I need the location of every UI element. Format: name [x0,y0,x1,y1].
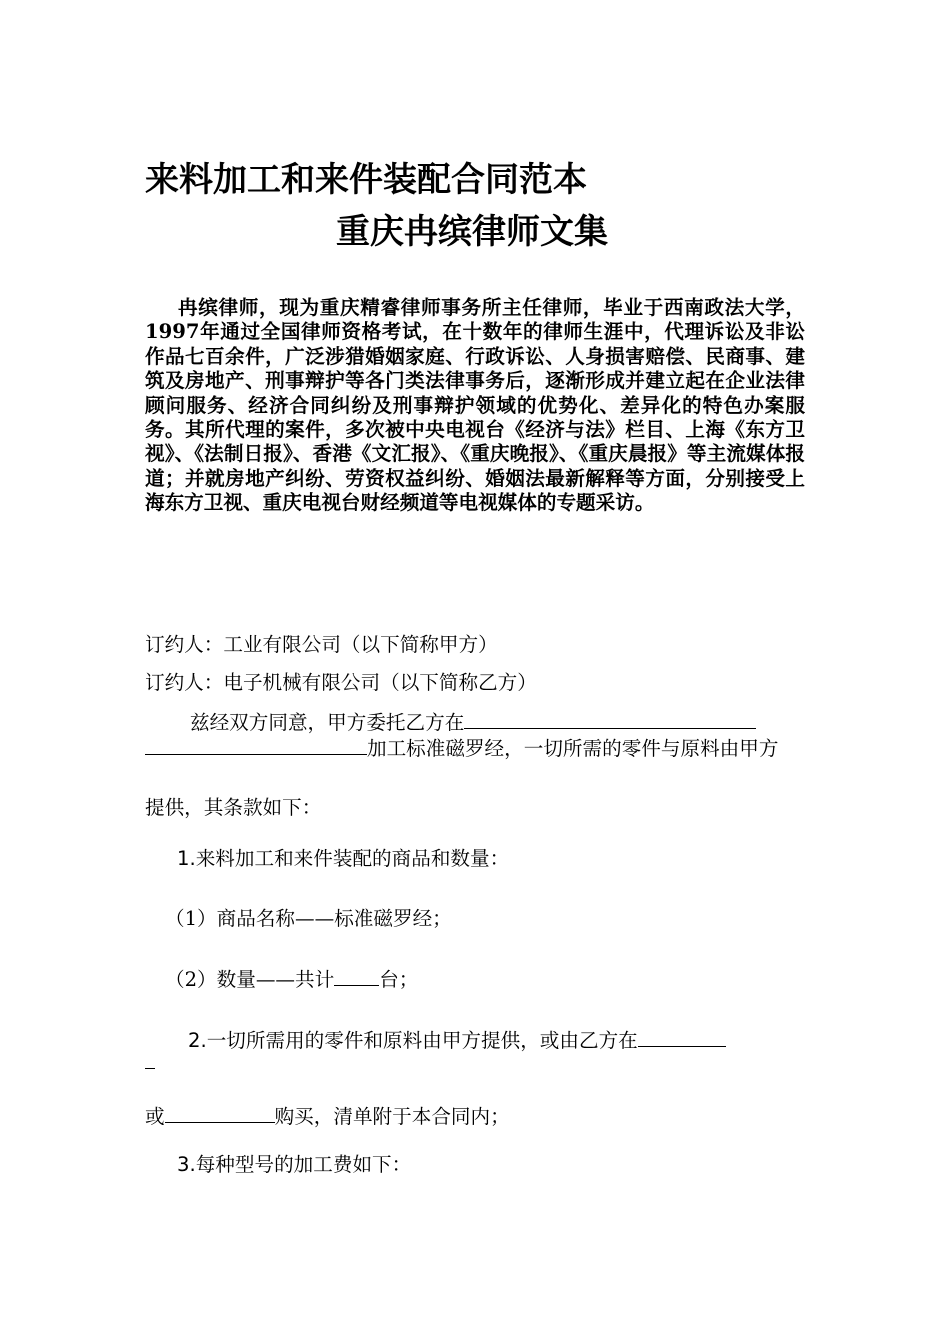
clause-2-text: 一切所需用的零件和原料由甲方提供，或由乙方在 [206,1029,638,1052]
agreement-text-2: 加工标准磁罗经，一切所需的零件与原料由甲方 [367,737,779,760]
clause-2-number: 2. [188,1029,207,1052]
item-1-text: 商品名称——标准磁罗经； [216,907,452,930]
agreement-text-1: 兹经双方同意，甲方委托乙方在 [190,711,465,734]
blank-quantity [334,967,379,986]
clause-2-or: 或 [145,1105,165,1128]
party-a-line: 订约人：工业有限公司（以下简称甲方） [145,633,498,656]
clause-1-number: 1. [177,847,196,870]
clause-2-end: 购买，清单附于本合同内； [274,1105,510,1128]
agreement-line-3: 提供，其条款如下： [145,796,322,819]
document-title: 来料加工和来件装配合同范本 [145,160,587,200]
party-b-line: 订约人：电子机械有限公司（以下简称乙方） [145,671,537,694]
clause-3-text: 每种型号的加工费如下： [195,1153,412,1176]
item-2 [165,963,418,992]
clause-2-line-2 [145,1100,510,1129]
lawyer-bio-paragraph: 冉缤律师，现为重庆精睿律师事务所主任律师，毕业于西南政法大学，1997年通过全国律师资格考试，在十数年的律师生涯中，代理诉讼及非讼作品七百余件，广泛涉猎婚姻家庭、行政诉讼、人身损害赔偿、民商事、建筑及房地产、刑事辩护等各门类法律事务后，逐渐形成并建立起在企业法律顾问服务、经济合同纠纷及刑事辩护领域的优势化、差异化的特色办案服务。其所代理的案件，多次被中央电视台《经济与法》栏目、上海《东方卫视》、《法制日报》、香港《文汇报》、《重庆晚报》、《重庆晨报》等主流媒体报道；并就房地产纠纷、劳资权益纠纷、婚姻法最新解释等方面，分别接受上海东方卫视、重庆电视台财经频道等电视媒体的专题采访。 [145,296,805,515]
clause-1-text: 来料加工和来件装配的商品和数量： [195,847,510,870]
agreement-line-1 [190,706,756,735]
item-2-text: 数量——共计 [216,968,335,991]
blank-supplier-1-wrap [145,1050,155,1069]
clause-1 [177,842,509,871]
blank-supplier-1 [638,1028,726,1047]
document-subtitle: 重庆冉缤律师文集 [336,212,608,252]
clause-2-wrap [145,1050,155,1074]
item-2-number: （2） [165,968,217,991]
item-2-end: 台； [379,968,419,991]
item-1 [165,902,452,931]
blank-supplier-2 [165,1104,275,1123]
clause-3-number: 3. [177,1153,196,1176]
clause-2 [188,1024,726,1053]
item-1-number: （1） [165,907,217,930]
clause-3 [177,1148,411,1177]
blank-location-1 [464,710,756,729]
blank-location-2 [145,736,367,755]
agreement-line-2 [145,732,778,761]
